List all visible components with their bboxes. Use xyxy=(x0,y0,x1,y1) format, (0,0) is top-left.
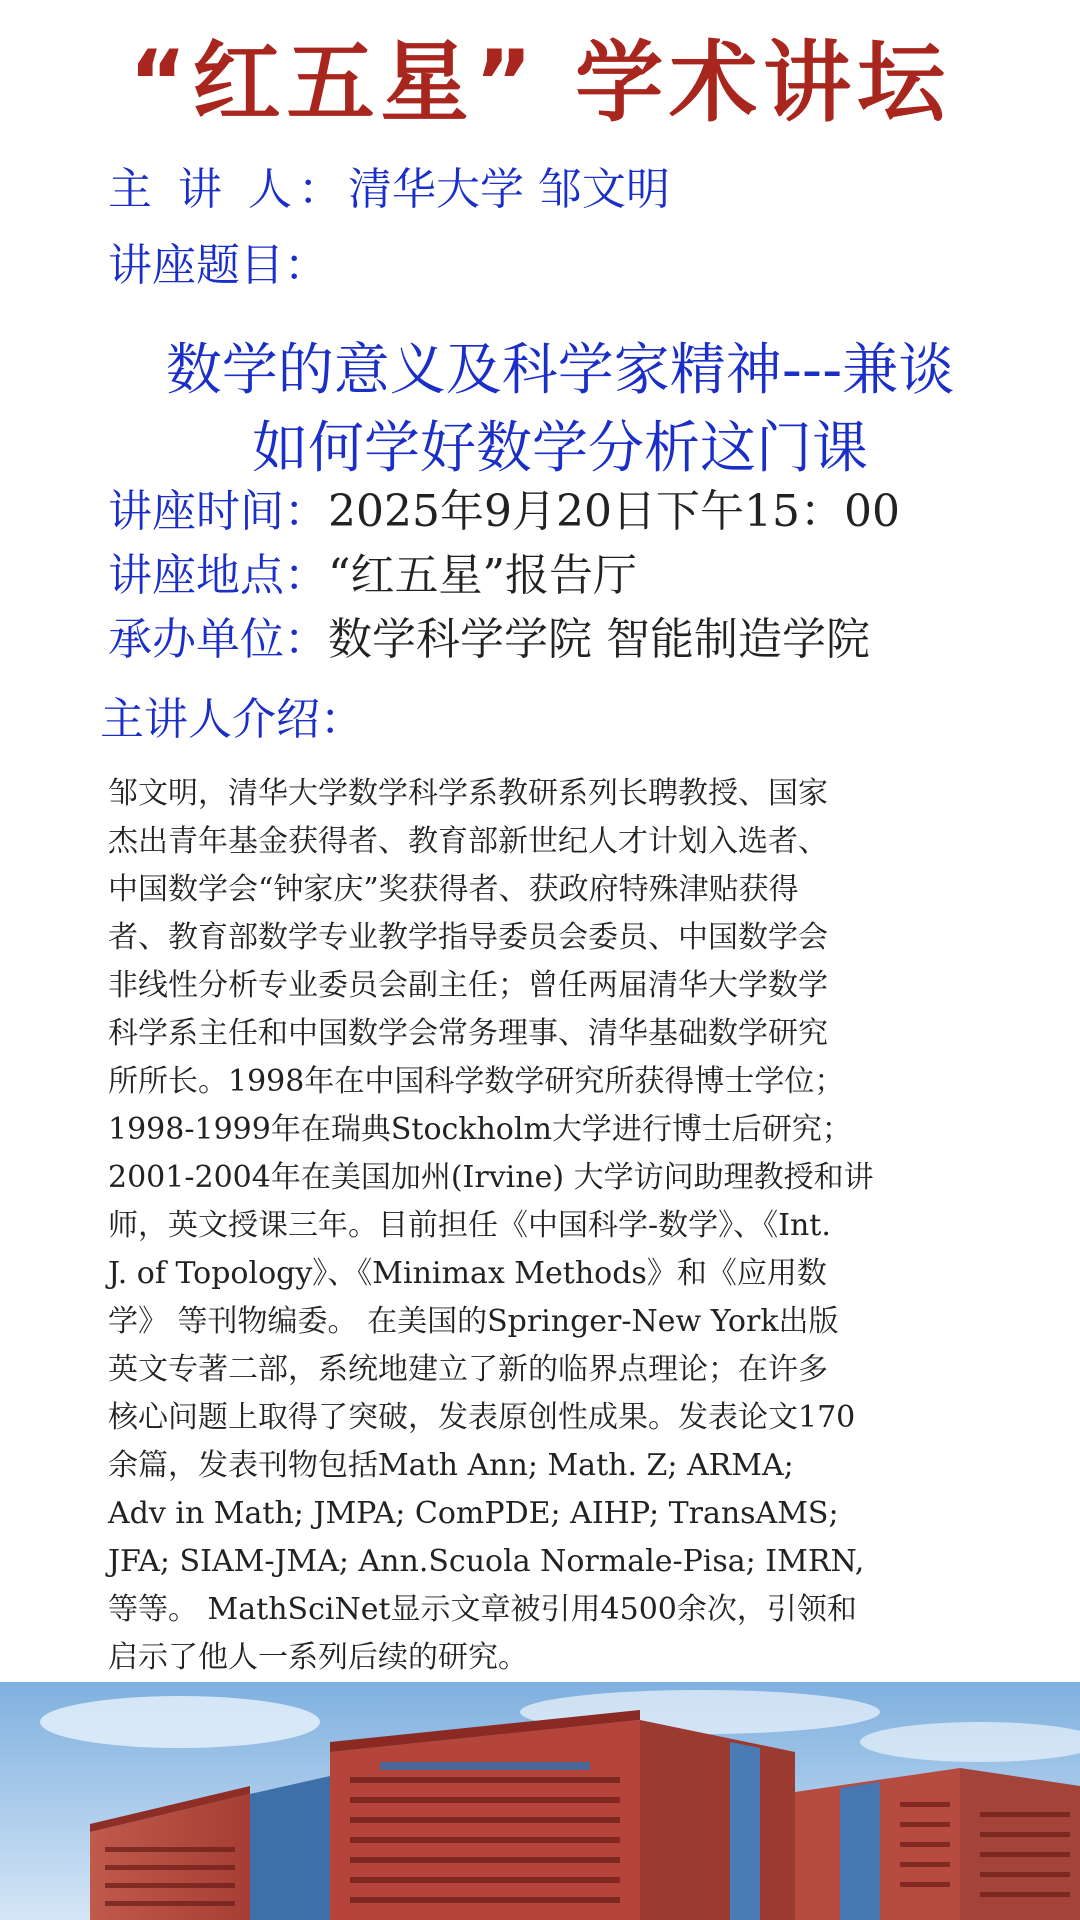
organizer-value: 数学科学学院 智能制造学院 xyxy=(328,614,870,665)
bio-line: 等等。 MathSciNet显示文章被引用4500余次，引领和 xyxy=(108,1592,857,1627)
place-value: “红五星”报告厅 xyxy=(328,550,637,601)
topic-label: 讲座题目： xyxy=(108,240,328,291)
bio-line: 学》 等刊物编委。 在美国的Springer-New York出版 xyxy=(108,1304,839,1339)
building-main-side xyxy=(640,1720,795,1920)
speaker-label: 主 讲 人： xyxy=(108,164,348,215)
time-label: 讲座时间： xyxy=(108,486,328,537)
bio-line: 中国数学会“钟家庆”奖获得者、获政府特殊津贴获得 xyxy=(108,872,799,907)
bio-line: JFA; SIAM-JMA; Ann.Scuola Normale-Pisa; IMRN, xyxy=(108,1544,865,1579)
intro-label: 主讲人介绍： xyxy=(100,694,364,745)
bio-line: 所所长。1998年在中国科学数学研究所获得博士学位； xyxy=(108,1064,845,1099)
speaker-bio xyxy=(108,770,968,1682)
organizer-label: 承办单位： xyxy=(108,614,328,665)
cloud xyxy=(40,1696,320,1748)
bio-line: 1998-1999年在瑞典Stockholm大学进行博士后研究； xyxy=(108,1112,852,1147)
bio-line: 核心问题上取得了突破，发表原创性成果。发表论文170 xyxy=(108,1400,856,1435)
topic-line: 如何学好数学分析这门课 xyxy=(252,416,868,481)
bio-line: J. of Topology》、《Minimax Methods》和《应用数 xyxy=(108,1256,827,1291)
bio-line: 余篇，发表刊物包括Math Ann; Math. Z; ARMA; xyxy=(108,1448,794,1483)
bio-line: Adv in Math; JMPA; ComPDE; AIHP; TransAMS; xyxy=(108,1496,839,1531)
speaker-row xyxy=(108,162,670,218)
place-row xyxy=(108,548,637,604)
bio-line: 师，英文授课三年。目前担任《中国科学-数学》、《Int. xyxy=(108,1208,831,1243)
bio-line: 邹文明，清华大学数学科学系教研系列长聘教授、国家 xyxy=(108,776,828,811)
poster-title: “红五星” 学术讲坛 xyxy=(128,31,952,134)
speaker-value: 清华大学 邹文明 xyxy=(347,164,670,215)
campus-building-photo xyxy=(0,1682,1080,1920)
place-label: 讲座地点： xyxy=(108,550,328,601)
glass-facade xyxy=(250,1776,330,1920)
bio-line: 启示了他人一系列后续的研究。 xyxy=(108,1640,528,1675)
bio-line: 者、教育部数学专业教学指导委员会委员、中国数学会 xyxy=(108,920,828,955)
topic-line: 数学的意义及科学家精神---兼谈 xyxy=(165,338,955,403)
bio-line: 英文专著二部，系统地建立了新的临界点理论；在许多 xyxy=(108,1352,828,1387)
bio-line: 非线性分析专业委员会副主任；曾任两届清华大学数学 xyxy=(108,968,828,1003)
bio-line: 科学系主任和中国数学会常务理事、清华基础数学研究 xyxy=(108,1016,828,1051)
bio-line: 杰出青年基金获得者、教育部新世纪人才计划入选者、 xyxy=(108,824,828,859)
lecture-topic xyxy=(80,332,1040,488)
building-illustration xyxy=(0,1682,1080,1920)
bio-line: 2001-2004年在美国加州(Irvine) 大学访问助理教授和讲 xyxy=(108,1160,874,1195)
time-row xyxy=(108,484,900,540)
organizer-row xyxy=(108,612,870,668)
time-value: 2025年9月20日下午15：00 xyxy=(328,486,900,537)
